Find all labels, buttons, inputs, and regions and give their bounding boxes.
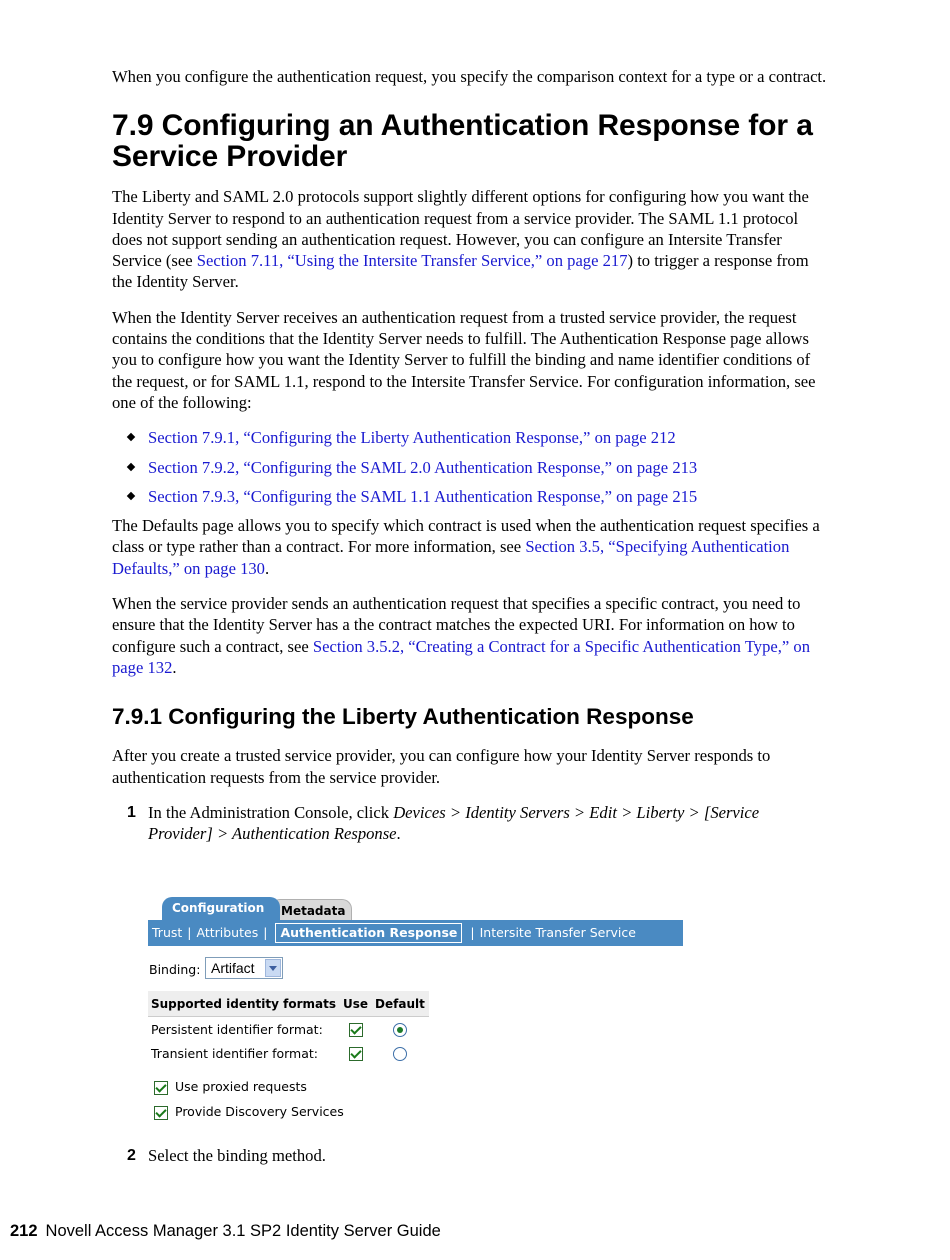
section-7-9-para2: When the Identity Server receives an authentication request from a trusted service provider, the request contains the conditions that the Identity Server needs to fulfill. The Authentication Response page allows you to configure how you want the Identity Server to fulfill the binding and name identifier conditions of the request, or for SAML 1.1, respond to the Intersite Transfer Service. For configuration information, see one of the following: [112, 307, 816, 412]
section-7-9-heading: 7.9 Configuring an Authentication Response for a Service Provider [112, 109, 813, 174]
list-item [112, 457, 828, 478]
use-persistent-checkbox[interactable] [349, 1023, 363, 1037]
list-item [112, 486, 828, 507]
default-transient-radio[interactable] [393, 1047, 407, 1061]
column-header: Default [372, 991, 429, 1017]
step-1: 1 In the Administration Console, click Devices > Identity Servers > Edit > Liberty > [Service Provider] > Authentication Response. [127, 802, 760, 844]
tab-metadata[interactable]: Metadata [270, 899, 352, 920]
menu-path: Devices > Identity Servers > Edit > Liberty > [Service Provider] > Authentication Response [148, 802, 760, 844]
link-section-3-5[interactable]: Section 3.5, “Specifying Authentication Defaults,” on page 130 [112, 537, 790, 578]
link-section-3-5-2[interactable]: Section 3.5.2, “Creating a Contract for a Specific Authentication Type,” on page 132 [112, 636, 811, 677]
column-header: Use [340, 991, 372, 1017]
link-section-7-9-1[interactable]: Section 7.9.1, “Configuring the Liberty Authentication Response,” on page 212 [148, 428, 676, 448]
default-persistent-radio[interactable] [393, 1023, 407, 1037]
section-7-9-1-heading: 7.9.1 Configuring the Liberty Authentication Response [112, 704, 694, 730]
diamond-bullet-icon [127, 462, 135, 470]
step-2: 2 Select the binding method. [127, 1146, 326, 1165]
column-header: Supported identity formats [148, 991, 340, 1017]
binding-label: Binding: [149, 962, 201, 977]
link-section-7-11[interactable]: Section 7.11, “Using the Intersite Transfer Service,” on page 217 [196, 251, 628, 271]
page-number: 212 [10, 1222, 38, 1240]
option-use-proxied-requests[interactable]: Use proxied requests [154, 1079, 307, 1095]
section-7-9-para4: When the service provider sends an authentication request that specifies a specific contract, you need to ensure that the Identity Server has a the contract matches the expected URI. For information on how to configure such a contract, see Section 3.5.2, “Creating a Contract for a Specific Authentication Type,” on page 132. [112, 594, 811, 677]
link-section-7-9-2[interactable]: Section 7.9.2, “Configuring the SAML 2.0 Authentication Response,” on page 213 [148, 457, 698, 477]
page-footer [10, 1222, 441, 1241]
nav-item-authentication-response[interactable]: Authentication Response [275, 923, 462, 943]
sub-navigation: Trust | Attributes | Authentication Response | Intersite Transfer Service [148, 920, 683, 946]
format-label: Transient identifier format: [151, 1045, 318, 1061]
step-number: 1 [127, 803, 136, 821]
admin-console-screenshot [148, 895, 688, 1127]
intro-paragraph: When you configure the authentication request, you specify the comparison context for a type or a contract. [112, 67, 827, 86]
link-section-7-9-3[interactable]: Section 7.9.3, “Configuring the SAML 1.1 Authentication Response,” on page 215 [148, 486, 698, 506]
use-proxied-requests-checkbox[interactable] [154, 1081, 168, 1095]
table-row [148, 1041, 429, 1065]
list-item [112, 427, 828, 448]
table-row [148, 1017, 429, 1042]
section-link-list [112, 427, 828, 507]
tab-bar [148, 895, 688, 920]
diamond-bullet-icon [127, 492, 135, 500]
document-body [112, 66, 828, 844]
tab-configuration[interactable]: Configuration [162, 897, 280, 920]
diamond-bullet-icon [127, 433, 135, 441]
guide-title: Novell Access Manager 3.1 SP2 Identity Server Guide [45, 1222, 441, 1240]
format-label: Persistent identifier format: [151, 1021, 323, 1037]
option-provide-discovery-services[interactable]: Provide Discovery Services [154, 1104, 344, 1120]
section-7-9-1-para1: After you create a trusted service provider, you can configure how your Identity Server responds to authentication requests from the service provider. [112, 746, 771, 787]
binding-select[interactable]: Artifact [205, 957, 283, 979]
identity-formats-table [148, 991, 429, 1065]
chevron-down-icon[interactable] [265, 959, 281, 977]
step-number: 2 [127, 1147, 136, 1164]
use-transient-checkbox[interactable] [349, 1047, 363, 1061]
nav-item-trust[interactable]: Trust [152, 925, 183, 940]
section-7-9-para1: The Liberty and SAML 2.0 protocols support slightly different options for configuring how you want the Identity Server to respond to an authentication request from a service provider. The SAML 1.1 protocol does not support sending an authentication request. However, you can configure an Intersite Transfer Service (see Section 7.11, “Using the Intersite Transfer Service,” on page 217) to trigger a response from the Identity Server. [112, 187, 809, 292]
nav-item-intersite-transfer-service[interactable]: Intersite Transfer Service [479, 925, 636, 940]
provide-discovery-services-checkbox[interactable] [154, 1106, 168, 1120]
section-7-9-para3: The Defaults page allows you to specify which contract is used when the authentication request specifies a class or type rather than a contract. For more information, see Section 3.5, “Specifying Authentication Defaults,” on page 130. [112, 516, 820, 578]
nav-item-attributes[interactable]: Attributes [196, 925, 259, 940]
